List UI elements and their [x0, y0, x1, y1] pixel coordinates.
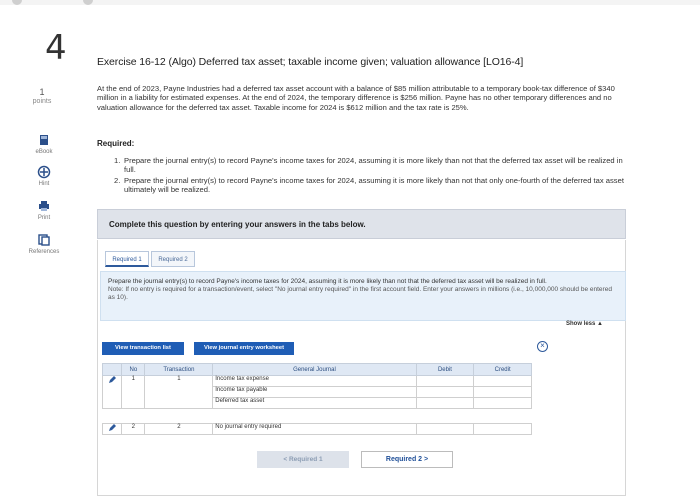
table-row [103, 376, 532, 387]
instruction-note: Note: If no entry is required for a transaction/event, select "No journal entry required" in the first account field. Enter your answers in millions (i.e., 10,000,000 should be entered as 10). [108, 286, 612, 301]
spacer-row [103, 409, 532, 424]
entry-transaction: 1 [145, 376, 213, 409]
points-value: 1 [39, 87, 45, 97]
required-item-number: 2. [114, 175, 121, 185]
account-cell[interactable]: Income tax payable [213, 387, 416, 398]
journal-table [102, 363, 532, 435]
credit-cell[interactable] [474, 387, 532, 398]
view-transaction-list-button[interactable]: View transaction list [102, 342, 184, 355]
hint-icon [37, 165, 51, 179]
view-journal-worksheet-button[interactable]: View journal entry worksheet [194, 342, 294, 355]
entry-number: 2 [122, 424, 145, 435]
entry-number: 1 [122, 376, 145, 409]
question-number: 4 [45, 28, 67, 68]
print-tool[interactable] [24, 199, 64, 221]
required-item-text: Prepare the journal entry(s) to record Payne's income taxes for 2024, assuming it is more likely than not that the deferred tax asset will be realized in full. [124, 156, 623, 175]
column-header-no: No [122, 364, 145, 376]
debit-cell[interactable] [416, 398, 474, 409]
tab-required-1[interactable]: Required 1 [105, 251, 149, 267]
required-heading: Required: [97, 139, 135, 148]
journal-header-row [103, 364, 532, 376]
required-item [114, 176, 634, 195]
references-tool[interactable] [24, 233, 64, 255]
book-icon [37, 133, 51, 147]
ebook-tool[interactable] [24, 133, 64, 155]
tab-instructions [100, 271, 626, 321]
account-cell[interactable]: No journal entry required [213, 424, 416, 435]
close-icon[interactable]: × [537, 341, 548, 352]
column-header-transaction: Transaction [145, 364, 213, 376]
hint-tool[interactable] [24, 165, 64, 187]
ebook-label: eBook [35, 149, 53, 155]
nav-dot-icon[interactable] [83, 0, 93, 5]
required-item-text: Prepare the journal entry(s) to record Payne's income taxes for 2024, assuming it is more likely than not that only one-fourth of the deferred tax asset ultimately will be realized. [124, 175, 624, 195]
exercise-paragraph: At the end of 2023, Payne Industries had a deferred tax asset account with a balance of $85 million attributable to a temporary book-tax difference of $340 million in a liability for estimated expenses. At the end of 2024, the temporary difference is $256 million. Payne has no other temporary differences and no valuation allowance for the deferred tax asset. Taxable income for 2024 is $612 million and the tax rate is 25%. [97, 84, 615, 112]
show-less-link[interactable]: Show less ▲ [566, 321, 603, 327]
column-header-debit: Debit [416, 364, 474, 376]
tab-required-2[interactable]: Required 2 [151, 251, 195, 267]
required-item-number: 1. [114, 156, 121, 165]
points-label: points [32, 98, 52, 105]
debit-cell[interactable] [416, 424, 474, 435]
account-cell[interactable]: Deferred tax asset [213, 398, 416, 409]
instructions-banner: Complete this question by entering your answers in the tabs below. [97, 209, 626, 239]
entry-transaction: 2 [145, 424, 213, 435]
exercise-title: Exercise 16-12 (Algo) Deferred tax asset; taxable income given; valuation allowance [LO16-4] [97, 56, 524, 68]
references-icon [37, 233, 51, 247]
next-required-button[interactable]: Required 2 > [361, 451, 453, 468]
credit-cell[interactable] [474, 398, 532, 409]
debit-cell[interactable] [416, 387, 474, 398]
column-header-credit: Credit [474, 364, 532, 376]
column-header-general-journal: General Journal [213, 364, 416, 376]
print-label: Print [37, 215, 51, 221]
print-icon [37, 199, 51, 213]
instruction-main: Prepare the journal entry(s) to record Payne's income taxes for 2024, assuming it is more likely than not that the deferred tax asset will be realized in full. [108, 278, 547, 285]
pencil-icon[interactable] [108, 376, 116, 384]
edit-column-header [103, 364, 122, 376]
references-label: References [28, 249, 60, 255]
hint-label: Hint [38, 181, 50, 187]
account-cell[interactable]: Income tax expense [213, 376, 416, 387]
table-row [103, 424, 532, 435]
required-list [114, 156, 634, 196]
required-item [114, 156, 634, 175]
edit-entry-cell[interactable] [103, 424, 122, 435]
points-box [27, 88, 57, 106]
top-bar [0, 0, 700, 5]
credit-cell[interactable] [474, 376, 532, 387]
table-row [103, 409, 532, 424]
prev-required-button[interactable]: < Required 1 [257, 451, 349, 468]
pencil-icon[interactable] [108, 424, 116, 432]
credit-cell[interactable] [474, 424, 532, 435]
nav-dot-icon[interactable] [12, 0, 22, 5]
edit-entry-cell[interactable] [103, 376, 122, 409]
debit-cell[interactable] [416, 376, 474, 387]
